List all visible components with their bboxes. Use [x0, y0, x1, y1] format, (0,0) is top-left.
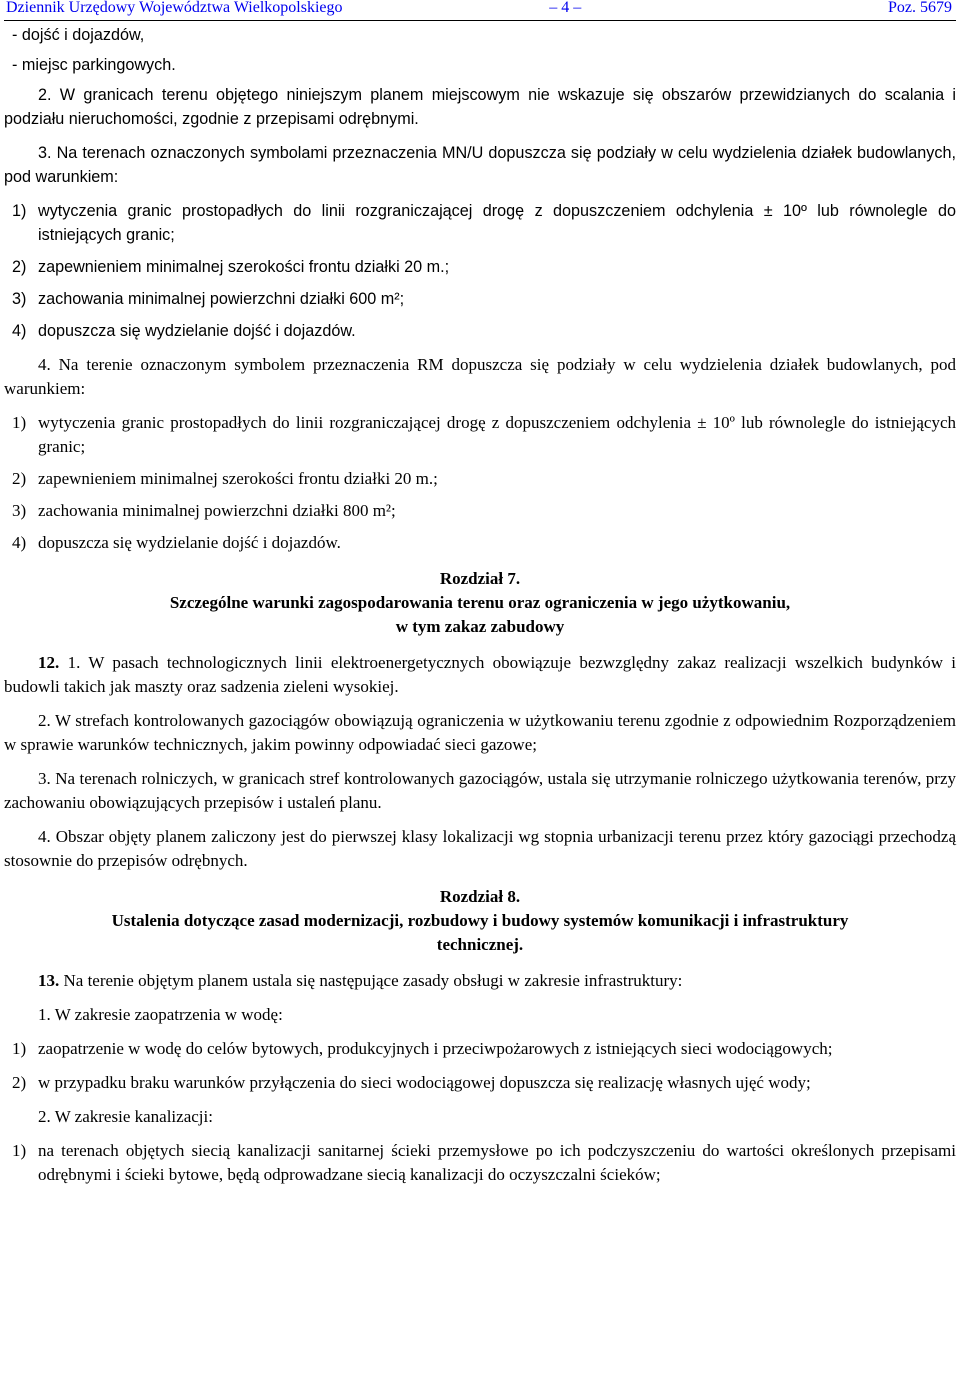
section-sign-13: 13. [38, 971, 60, 990]
chapter-8-title-cont: technicznej. [436, 935, 524, 954]
item-number: 2) [12, 1073, 27, 1092]
list-item [4, 287, 956, 311]
list-item [4, 531, 956, 555]
item-number: 1) [12, 1039, 27, 1058]
list-item [4, 319, 956, 343]
chapter-8-title: Ustalenia dotyczące zasad modernizacji, rozbudowy i budowy systemów komunikacji i infrastruktury [111, 911, 849, 930]
chapter-7-label: Rozdział 7. [439, 569, 521, 588]
section-13-intro-text: Na terenie objętym planem ustala się następujące zasady obsługi w zakresie infrastruktury: [63, 971, 683, 990]
item-text: dopuszcza się wydzielanie dojść i dojazdów. [38, 533, 341, 552]
paragraph-4-intro: 4. Na terenie oznaczonym symbolem przeznaczenia RM dopuszcza się podziały w celu wydzielenia działek budowlanych, pod warunkiem: [4, 355, 956, 398]
item-number: 3) [12, 290, 27, 308]
list-item [4, 1037, 956, 1061]
chapter-7-title: Szczególne warunki zagospodarowania terenu oraz ograniczenia w jego użytkowaniu, [169, 593, 791, 612]
section-13-intro [4, 969, 956, 993]
item-number: 1) [12, 413, 27, 432]
item-text: zaopatrzenie w wodę do celów bytowych, produkcyjnych i przeciwpożarowych z istniejących sieci wodociągowych; [38, 1039, 833, 1058]
item-text: wytyczenia granic prostopadłych do linii rozgraniczającej drogę z dopuszczeniem odchylenia ± 10º lub równolegle do istniejących granic; [38, 202, 956, 244]
water-supply-heading: 1. W zakresie zaopatrzenia w wodę: [38, 1005, 283, 1024]
position-number-link[interactable]: Poz. 5679 [887, 0, 952, 16]
section-12-paragraph-2: 2. W strefach kontrolowanych gazociągów obowiązują ograniczenia w użytkowaniu terenu zgodnie z odpowiednim Rozporządzeniem w sprawie warunków technicznych, jakim powinny odpowiadać sieci gazowe; [4, 711, 956, 754]
item-number: 3) [12, 501, 27, 520]
list-item [4, 255, 956, 279]
list-item: - dojść i dojazdów, [12, 26, 145, 44]
item-number: 2) [12, 258, 27, 276]
page-number: – 4 – [549, 0, 582, 16]
chapter-7-title-cont: w tym zakaz zabudowy [395, 617, 565, 636]
section-12-paragraph-4: 4. Obszar objęty planem zaliczony jest do pierwszej klasy lokalizacji wg stopnia urbanizacji terenu przez który gazociągi przechodzą stosownie do przepisów odrębnych. [4, 827, 956, 870]
item-number: 4) [12, 533, 27, 552]
paragraph-3-intro: 3. Na terenach oznaczonych symbolami przeznaczenia MN/U dopuszcza się podziały w celu wydzielenia działek budowlanych, pod warunkiem: [4, 144, 956, 186]
list-item [4, 499, 956, 523]
section-12-text-1: 1. W pasach technologicznych linii elektroenergetycznych obowiązuje bezwzględny zakaz realizacji wszelkich budynków i budowli takich jak maszty oraz sadzenia zieleni wysokiej. [4, 653, 957, 696]
list-item [4, 1071, 956, 1095]
sewage-heading: 2. W zakresie kanalizacji: [38, 1107, 213, 1126]
item-text: dopuszcza się wydzielanie dojść i dojazdów. [38, 322, 356, 340]
section-12-paragraph-1 [4, 651, 956, 699]
item-number: 1) [12, 202, 27, 220]
item-text: wytyczenia granic prostopadłych do linii rozgraniczającej drogę z dopuszczeniem odchylenia ± 10º lub równolegle do istniejących granic; [38, 413, 956, 456]
list-item [4, 1139, 956, 1187]
item-text: zachowania minimalnej powierzchni działki 600 m²; [38, 290, 405, 308]
item-text: zapewnieniem minimalnej szerokości frontu działki 20 m.; [38, 469, 438, 488]
section-sign-12: 12. [38, 653, 60, 672]
list-item [4, 199, 956, 247]
list-item [4, 467, 956, 491]
list-item [4, 411, 956, 459]
section-12-paragraph-3: 3. Na terenach rolniczych, w granicach stref kontrolowanych gazociągów, ustala się utrzymanie rolniczego użytkowania terenów, przy zachowaniu obowiązujących przepisów i ustaleń planu. [4, 769, 956, 812]
chapter-8-label: Rozdział 8. [439, 887, 521, 906]
item-text: zachowania minimalnej powierzchni działki 800 m²; [38, 501, 396, 520]
item-number: 4) [12, 322, 27, 340]
item-text: w przypadku braku warunków przyłączenia do sieci wodociągowej dopuszcza się realizację własnych ujęć wody; [38, 1073, 811, 1092]
page-header [4, 0, 956, 20]
paragraph-2: 2. W granicach terenu objętego niniejszym planem miejscowym nie wskazuje się obszarów przewidzianych do scalania i podziału nieruchomości, zgodnie z przepisami odrębnymi. [4, 86, 956, 128]
document-body [4, 21, 956, 1187]
item-text: na terenach objętych siecią kanalizacji sanitarnej ścieki przemysłowe po ich podczyszczeniu do wartości określonych przepisami odrębnymi i ścieki bytowe, będą odprowadzane siecią kanalizacji do oczyszczalni ścieków; [38, 1141, 956, 1184]
journal-title-link[interactable]: Dziennik Urzędowy Województwa Wielkopolskiego [6, 0, 343, 16]
list-item: - miejsc parkingowych. [12, 56, 176, 74]
item-text: zapewnieniem minimalnej szerokości frontu działki 20 m.; [38, 258, 450, 276]
item-number: 2) [12, 469, 27, 488]
item-number: 1) [12, 1141, 27, 1160]
